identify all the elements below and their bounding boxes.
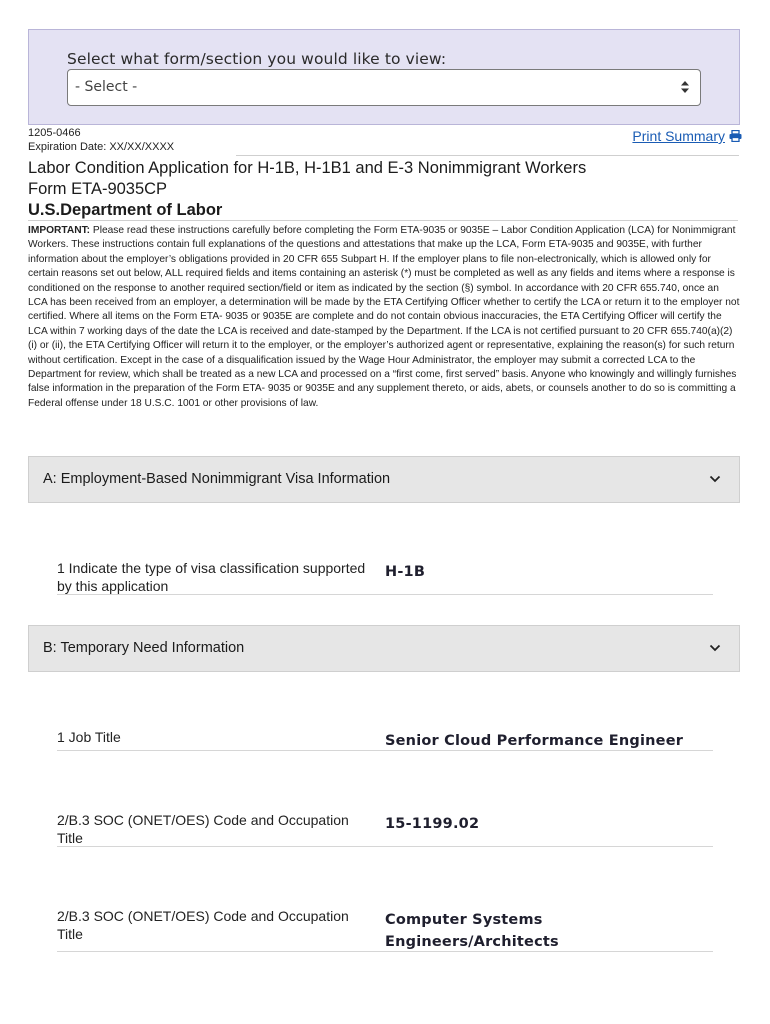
print-icon	[729, 130, 742, 142]
field-visa-classification	[57, 559, 713, 595]
chevron-down-icon	[709, 643, 721, 653]
field-label: 1 Job Title	[57, 729, 121, 745]
section-a-title: A: Employment-Based Nonimmigrant Visa Information	[43, 471, 391, 487]
field-label: 2/B.3 SOC (ONET/OES) Code and Occupation Title	[57, 908, 349, 942]
form-section-select[interactable]	[67, 69, 701, 106]
field-value: Computer Systems Engineers/Architects	[385, 912, 559, 950]
field-label: 2/B.3 SOC (ONET/OES) Code and Occupation Title	[57, 812, 349, 846]
instructions-text: Please read these instructions carefully before completing the Form ETA-9035 or 9035E – Labor Condition Application (LCA) for Nonimmigrant Workers. These instructions contain full explanations of the questions and attestations that make up the LCA, Form ETA-9035 and 9035E, with further information about the employer’s obligations provided in 20 CFR 655 Subpart H. If the employer plans to file non-electronically, which is allowed only for certain reasons set out below, ALL required fields and items containing an asterisk (*) must be completed as well as any fields and items where a response is conditioned on the response to another required section/field or item as indicated by the section (§) symbol. In accordance with 20 CFR 655.740, once an LCA has been received from an employer, a determination will be made by the ETA Certifying Officer whether to certify the LCA or return it to the employer not certified. Where all items on the Form ETA- 9035 or 9035E are complete and do not contain obvious inaccuracies, the ETA Certifying Officer will certify the LCA within 7 working days of the date the LCA is received and date-stamped by the Department. If the LCA is not certified pursuant to 20 CFR 655.740(a)(2)(i) or (ii), the ETA Certifying Officer will return it to the employer, or the employer’s authorized agent or representative, explaining the reason(s) for such return without certification. Except in the case of a disqualification issued by the Wage Hour Administrator, the employer may submit a corrected LCA to the Department for review, which shall be treated as a new LCA and processed on a “first come, first served” basis. Anyone who knowingly and willingly furnishes false information in the preparation of the Form ETA- 9035 or 9035E and any supplement thereto, or aids, abets, or counsels another to do so is committing a Federal offense under 18 U.S.C. 1001 or other provisions of law.	[28, 225, 740, 409]
expiration-date: Expiration Date: XX/XX/XXXX	[28, 141, 175, 153]
form-section-selector-panel	[28, 29, 740, 125]
omb-number: 1205-0466	[28, 127, 81, 139]
select-current-value: - Select -	[75, 79, 138, 95]
page-title: Labor Condition Application for H-1B, H-1B1 and E-3 Nonimmigrant Workers	[28, 159, 587, 177]
instructions-paragraph	[28, 224, 740, 411]
section-a-accordion[interactable]	[28, 456, 740, 503]
field-occupation-title	[57, 907, 713, 952]
field-value: 15-1199.02	[385, 816, 480, 832]
form-number: Form ETA-9035CP	[28, 180, 168, 198]
field-soc-code	[57, 811, 713, 847]
field-value: H-1B	[385, 564, 426, 580]
header-divider	[236, 155, 739, 156]
sort-arrows-icon	[680, 80, 690, 94]
chevron-down-icon	[709, 474, 721, 484]
field-value: Senior Cloud Performance Engineer	[385, 733, 684, 749]
department-divider	[28, 220, 738, 221]
field-label: 1 Indicate the type of visa classification supported by this application	[57, 560, 366, 594]
section-b-accordion[interactable]	[28, 625, 740, 672]
department-name: U.S.Department of Labor	[28, 201, 223, 219]
print-summary-label: Print Summary	[632, 128, 725, 144]
form-section-selector-label: Select what form/section you would like to view:	[67, 50, 447, 68]
print-summary-link[interactable]	[632, 128, 742, 144]
instructions-lead: IMPORTANT:	[28, 225, 91, 236]
section-b-title: B: Temporary Need Information	[43, 640, 245, 656]
field-job-title	[57, 728, 713, 751]
